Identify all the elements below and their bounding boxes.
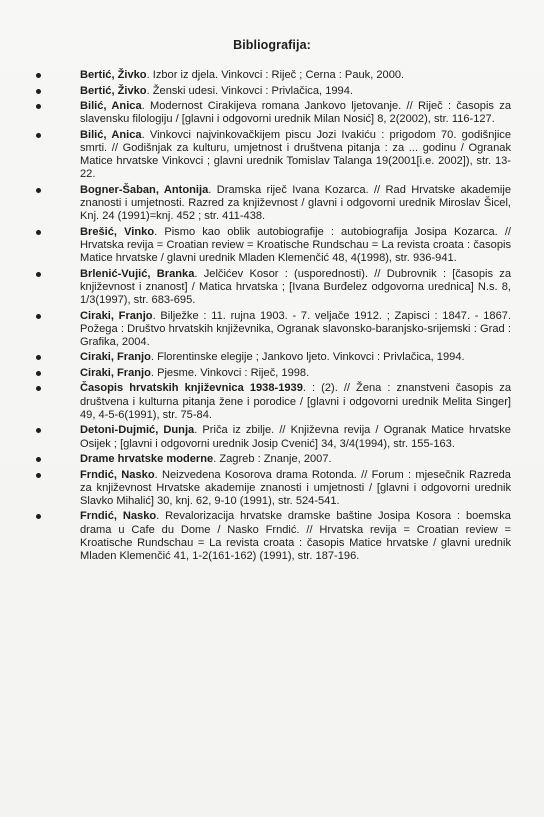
entry-author: Detoni-Dujmić, Dunja: [80, 424, 195, 437]
entry-text: . Pjesme. Vinkovci : Riječ, 1998.: [150, 366, 310, 379]
entry-text: . Bilježke : 11. rujna 1903. - 7. veljače 1912. ; Zapisci : 1847. - 1867. Požega : Društvo hrvatskih književnika, Ogranak slavonsko-baranjsko-srijemski : Grad : Grafika, 2004.: [80, 309, 511, 348]
entry-text: . Pismo kao oblik autobiografije : autobiografija Josipa Kozarca. // Hrvatska revija = Croatian review = Kroatische Rundschau = La revista croata : časopis Matice hrvatske / glavni urednik Mladen Klemenčić 48, 4(1998), str. 936-941.: [80, 225, 511, 265]
entry-author: Brešić, Vinko: [80, 225, 155, 238]
bibliography-entry: [36, 351, 511, 364]
bibliography-entry: [36, 382, 511, 422]
bibliography-entry: [36, 367, 511, 380]
bullet-icon: [36, 230, 41, 235]
entry-author: Bilić, Anica: [80, 100, 142, 112]
bibliography-entry: [36, 184, 511, 224]
bullet-icon: [36, 473, 41, 478]
bullet-icon: [36, 457, 41, 462]
entry-author: Bertić, Živko: [80, 84, 147, 97]
bibliography-entry: [36, 85, 511, 98]
entry-author: Ciraki, Franjo: [80, 366, 151, 379]
entry-author: Ciraki, Franjo: [80, 351, 151, 364]
entry-author: Bogner-Šaban, Antonija: [80, 183, 209, 196]
bullet-icon: [36, 133, 41, 138]
entry-author: Drame hrvatske moderne: [80, 453, 214, 466]
bullet-icon: [36, 104, 41, 109]
bibliography-entry: [36, 129, 511, 182]
bullet-icon: [36, 73, 41, 78]
bibliography-entry: [36, 310, 511, 350]
entry-author: Frndić, Nasko: [80, 510, 157, 523]
entry-author: Bilić, Anica: [80, 128, 142, 141]
entry-text: . Modernost Cirakijeva romana Jankovo ljetovanje. // Riječ : časopis za slavensku filologiju / [glavni i odgovorni urednik Milan Nosić] 8, 2(2002), str. 116-127.: [80, 100, 512, 126]
bullet-icon: [36, 314, 41, 319]
entry-text: . : (2). // Žena : znanstveni časopis za društvena i kulturna pitanja žene i porodice / [glavni i odgovorni urednik Melita Singer] 49, 4-5-6(1991), str. 75-84.: [80, 382, 511, 421]
entry-author: Časopis hrvatskih književnica 1938-1939: [80, 382, 303, 395]
bibliography-list: [36, 69, 511, 566]
bullet-icon: [36, 514, 41, 519]
bullet-icon: [36, 89, 41, 94]
entry-text: . Zagreb : Znanje, 2007.: [213, 453, 332, 466]
bibliography-entry: [36, 424, 511, 450]
entry-author: Bertić, Živko: [80, 69, 147, 81]
bullet-icon: [36, 355, 41, 360]
entry-text: . Florentinske elegije ; Jankovo ljeto. Vinkovci : Privlačica, 1994.: [150, 351, 465, 364]
entry-author: Frndić, Nasko: [80, 468, 155, 481]
bullet-icon: [36, 272, 41, 277]
bullet-icon: [36, 371, 41, 376]
entry-text: . Ženski udesi. Vinkovci : Privlačica, 1994.: [146, 84, 353, 97]
bibliography-entry: [36, 100, 511, 126]
entry-text: . Priča iz zbilje. // Književna revija / Ogranak Matice hrvatske Osijek ; [glavni i odgovorni urednik Josip Cvenić] 34, 3/4(1994), str. 155-163.: [80, 424, 511, 450]
bibliography-entry: [36, 510, 511, 563]
bullet-icon: [36, 188, 41, 193]
entry-text: . Izbor iz djela. Vinkovci : Riječ ; Cerna : Pauk, 2000.: [146, 69, 405, 81]
entry-text: . Dramska riječ Ivana Kozarca. // Rad Hrvatske akademije znanosti i umjetnosti. Razred za književnost / glavni i odgovorni urednik Miroslav Šicel, Knj. 24 (1991)=knj. 452 ; str. 411-438.: [80, 183, 512, 223]
bibliography-entry: [36, 469, 511, 509]
entry-author: Brlenić-Vujić, Branka: [80, 267, 195, 280]
entry-text: . Vinkovci najvinkovačkijem piscu Jozi Ivakiću : prigodom 70. godišnjice smrti. // Godišnjak za kulturu, umjetnost i društvena pitanja : za ... godinu / Ogranak Matice hrvatske Vinkovci ; glavni urednik Tomislav Talanga 19(2001[i.e. 2002]), str. 13-22.: [80, 128, 512, 181]
bibliography-entry: [36, 453, 511, 466]
bibliography-entry: [36, 268, 511, 308]
entry-text: . Revalorizacija hrvatske dramske baštine Josipa Kosora : boemska drama u Cafe du Dome / Nasko Frndić. // Hrvatska revija = Croatian review = Kroatische Rundschau = La revista croata : časopis Matice hrvatske / glavni urednik Mladen Klemenčić 41, 1-2(161-162) (1991), str. 187-196.: [80, 510, 511, 563]
bullet-icon: [36, 386, 41, 391]
bibliography-entry: [36, 226, 511, 266]
entry-text: . Jelčićev Kosor : (usporednosti). // Dubrovnik : [časopis za književnost i znanost] / Matica hrvatska ; [Ivana Burđelez odgovorna urednica] N.s. 8, 1/3(1997), str. 683-695.: [80, 267, 511, 307]
entry-text: . Neizvedena Kosorova drama Rotonda. // Forum : mjesečnik Razreda za književnost Hrvatske akademije znanosti i umjetnosti / [glavni i odgovorni urednik Slavko Mihalić] 30, knj. 62, 9-10 (1991), str. 524-541.: [80, 468, 511, 507]
entry-author: Ciraki, Franjo: [80, 309, 153, 322]
page-title: Bibliografija:: [233, 38, 311, 52]
bullet-icon: [36, 428, 41, 433]
bibliography-entry: [36, 69, 511, 82]
